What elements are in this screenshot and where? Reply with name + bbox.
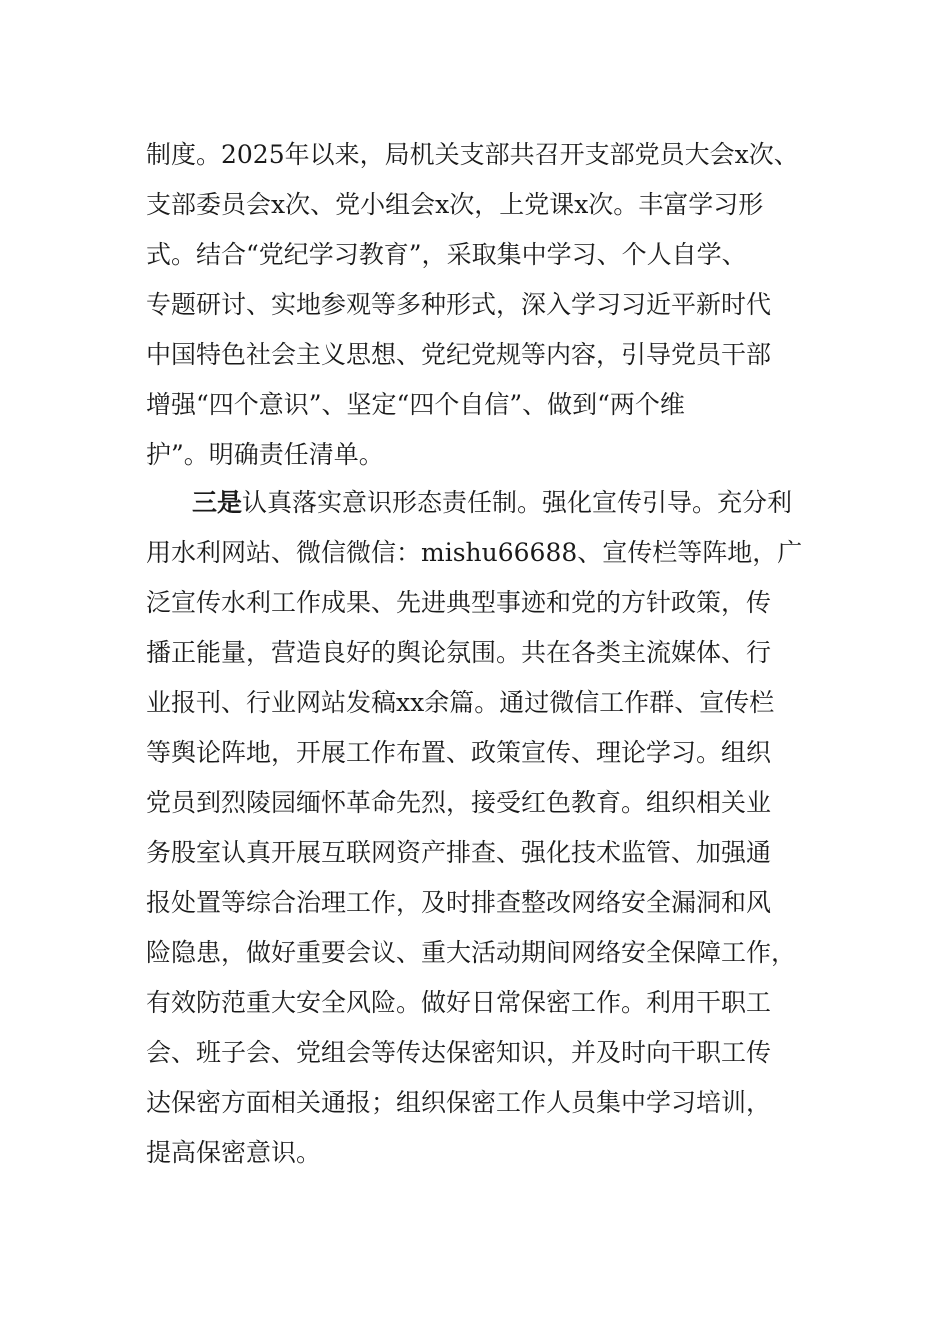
text-line: 会、班子会、党组会等传达保密知识，并及时向干职工传 <box>146 1038 772 1067</box>
text-line: 中国特色社会主义思想、党纪党规等内容，引导党员干部 <box>146 340 772 369</box>
text-line: 险隐患，做好重要会议、重大活动期间网络安全保障工作， <box>146 938 797 967</box>
text-line: 护”。明确责任清单。 <box>146 440 384 469</box>
text-line: 式。结合“党纪学习教育”，采取集中学习、个人自学、 <box>146 240 747 269</box>
text-line: 播正能量，营造良好的舆论氛围。共在各类主流媒体、行 <box>146 638 772 667</box>
text-line: 务股室认真开展互联网资产排查、强化技术监管、加强通 <box>146 838 772 867</box>
text-line: 业报刊、行业网站发稿xx余篇。通过微信工作群、宣传栏 <box>146 688 775 717</box>
text-line: 提高保密意识。 <box>146 1138 322 1167</box>
paragraph-first-line-text: 认真落实意识形态责任制。强化宣传引导。充分利 <box>242 488 793 517</box>
text-line: 制度。2025年以来，局机关支部共召开支部党员大会x次、 <box>146 140 799 169</box>
paragraph-1 <box>146 130 826 480</box>
text-line: 支部委员会x次、党小组会x次，上党课x次。丰富学习形 <box>146 190 764 219</box>
text-line: 增强“四个意识”、坚定“四个自信”、做到“两个维 <box>146 390 685 419</box>
paragraph-lead: 三是 <box>192 488 243 517</box>
paragraph-2 <box>146 478 826 1178</box>
text-line: 报处置等综合治理工作，及时排查整改网络安全漏洞和风 <box>146 888 772 917</box>
text-line-first <box>146 478 826 528</box>
text-line: 泛宣传水利工作成果、先进典型事迹和党的方针政策，传 <box>146 588 772 617</box>
text-line: 用水利网站、微信微信：mishu66688、宣传栏等阵地，广 <box>146 538 803 567</box>
text-line: 达保密方面相关通报；组织保密工作人员集中学习培训， <box>146 1088 772 1117</box>
text-line: 专题研讨、实地参观等多种形式，深入学习习近平新时代 <box>146 290 772 319</box>
text-line: 党员到烈陵园缅怀革命先烈，接受红色教育。组织相关业 <box>146 788 772 817</box>
text-line: 有效防范重大安全风险。做好日常保密工作。利用干职工 <box>146 988 772 1017</box>
text-line: 等舆论阵地，开展工作布置、政策宣传、理论学习。组织 <box>146 738 772 767</box>
